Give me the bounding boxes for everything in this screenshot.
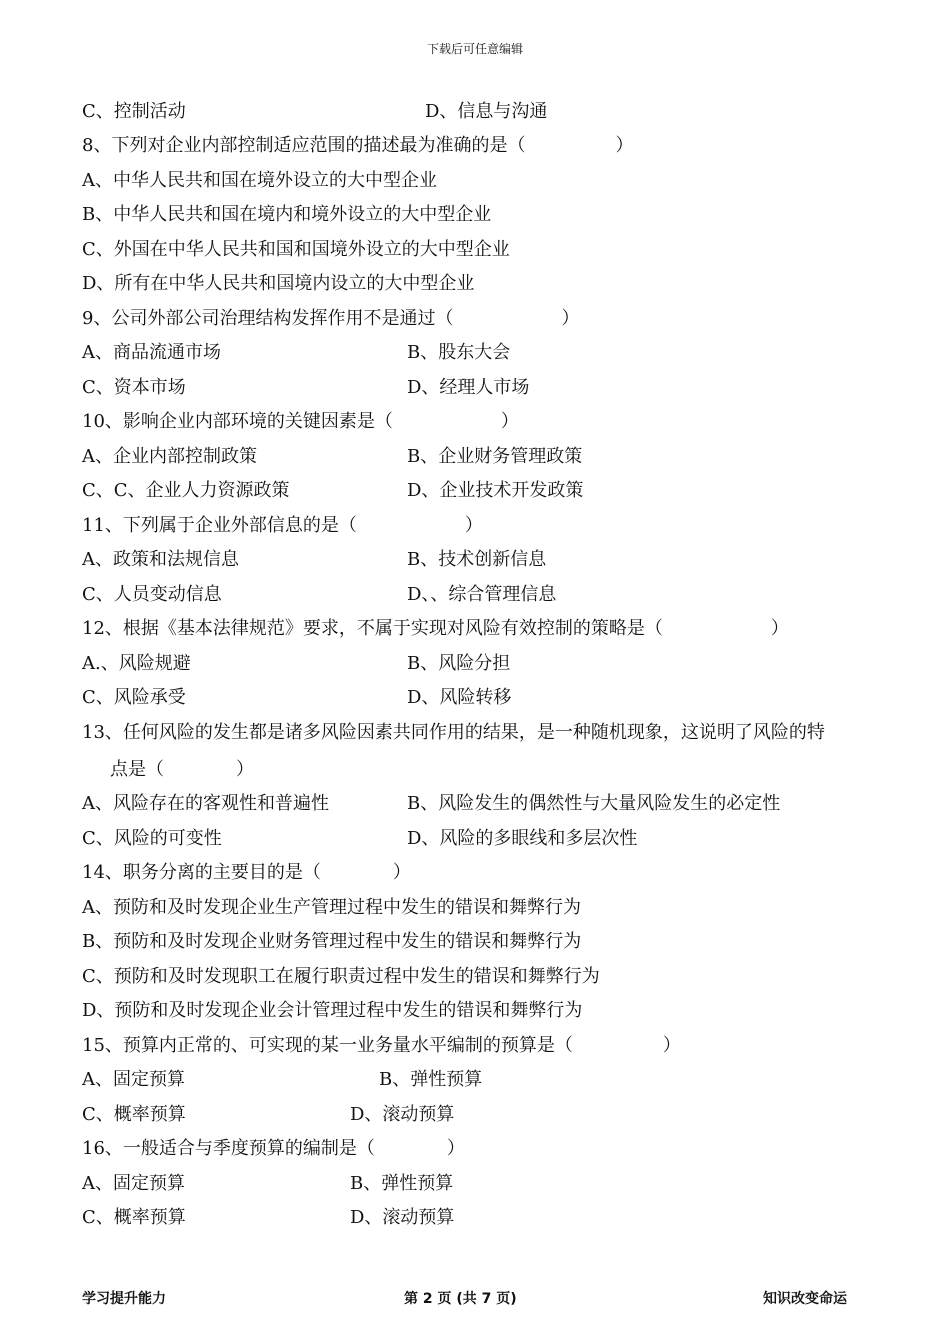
option-line: D、经理人市场: [407, 377, 530, 398]
option-line: D、风险的多眼线和多层次性: [407, 828, 638, 849]
option-line: B、风险分担: [407, 653, 511, 674]
option-line: A、企业内部控制政策: [82, 446, 257, 467]
option-line: C、外国在中华人民共和国和国境外设立的大中型企业: [82, 239, 510, 260]
option-line: C、预防和及时发现职工在履行职责过程中发生的错误和舞弊行为: [82, 966, 600, 987]
option-line: C、资本市场: [82, 377, 186, 398]
option-line: C、控制活动: [82, 101, 186, 122]
option-line: B、风险发生的偶然性与大量风险发生的必定性: [407, 793, 781, 814]
question-16: 16、一般适合与季度预算的编制是（ ）: [82, 1138, 465, 1159]
question-13-continuation: 点是（ ）: [110, 759, 254, 780]
option-line: B、弹性预算: [350, 1173, 454, 1194]
option-line: B、弹性预算: [379, 1069, 483, 1090]
option-line: D、企业技术开发政策: [407, 480, 584, 501]
option-line: B、技术创新信息: [407, 549, 547, 570]
option-line: C、概率预算: [82, 1207, 186, 1228]
option-line: C、人员变动信息: [82, 584, 222, 605]
option-line: A、固定预算: [82, 1069, 185, 1090]
option-line: A、预防和及时发现企业生产管理过程中发生的错误和舞弊行为: [82, 897, 581, 918]
question-13: 13、任何风险的发生都是诸多风险因素共同作用的结果，是一种随机现象，这说明了风险的特: [82, 722, 825, 743]
header-note: 下载后可任意编辑: [426, 42, 523, 56]
option-line: A、风险存在的客观性和普遍性: [82, 793, 329, 814]
option-line: D、滚动预算: [350, 1207, 455, 1228]
footer-right: 知识改变命运: [763, 1291, 847, 1307]
option-line: C、风险承受: [82, 687, 186, 708]
option-line: A、中华人民共和国在境外设立的大中型企业: [82, 170, 437, 191]
question-14: 14、职务分离的主要目的是（ ）: [82, 862, 411, 883]
question-9: 9、公司外部公司治理结构发挥作用不是通过（ ）: [82, 308, 580, 329]
option-line: B、股东大会: [407, 342, 511, 363]
page-number: 第 2 页 (共 7 页): [404, 1291, 517, 1307]
option-line: C、C、企业人力资源政策: [82, 480, 290, 501]
option-line: A、固定预算: [82, 1173, 185, 1194]
option-line: D、风险转移: [407, 687, 512, 708]
option-line: B、中华人民共和国在境内和境外设立的大中型企业: [82, 204, 492, 225]
question-11: 11、下列属于企业外部信息的是（ ）: [82, 515, 483, 536]
option-line: A、商品流通市场: [82, 342, 221, 363]
footer-left: 学习提升能力: [82, 1291, 166, 1307]
question-12: 12、根据《基本法律规范》要求，不属于实现对风险有效控制的策略是（ ）: [82, 618, 789, 639]
option-line: A、政策和法规信息: [82, 549, 239, 570]
question-15: 15、预算内正常的、可实现的某一业务量水平编制的预算是（ ）: [82, 1035, 681, 1056]
option-line: C、概率预算: [82, 1104, 186, 1125]
option-line: D、信息与沟通: [425, 101, 548, 122]
option-line: B、预防和及时发现企业财务管理过程中发生的错误和舞弊行为: [82, 931, 582, 952]
question-10: 10、影响企业内部环境的关键因素是（ ）: [82, 411, 519, 432]
option-line: D、所有在中华人民共和国境内设立的大中型企业: [82, 273, 475, 294]
option-line: A.、风险规避: [82, 653, 191, 674]
option-line: D、、综合管理信息: [407, 584, 557, 605]
option-line: C、风险的可变性: [82, 828, 222, 849]
question-8: 8、下列对企业内部控制适应范围的描述最为准确的是（ ）: [82, 135, 634, 156]
option-line: D、滚动预算: [350, 1104, 455, 1125]
option-line: D、预防和及时发现企业会计管理过程中发生的错误和舞弊行为: [82, 1000, 583, 1021]
option-line: B、企业财务管理政策: [407, 446, 583, 467]
